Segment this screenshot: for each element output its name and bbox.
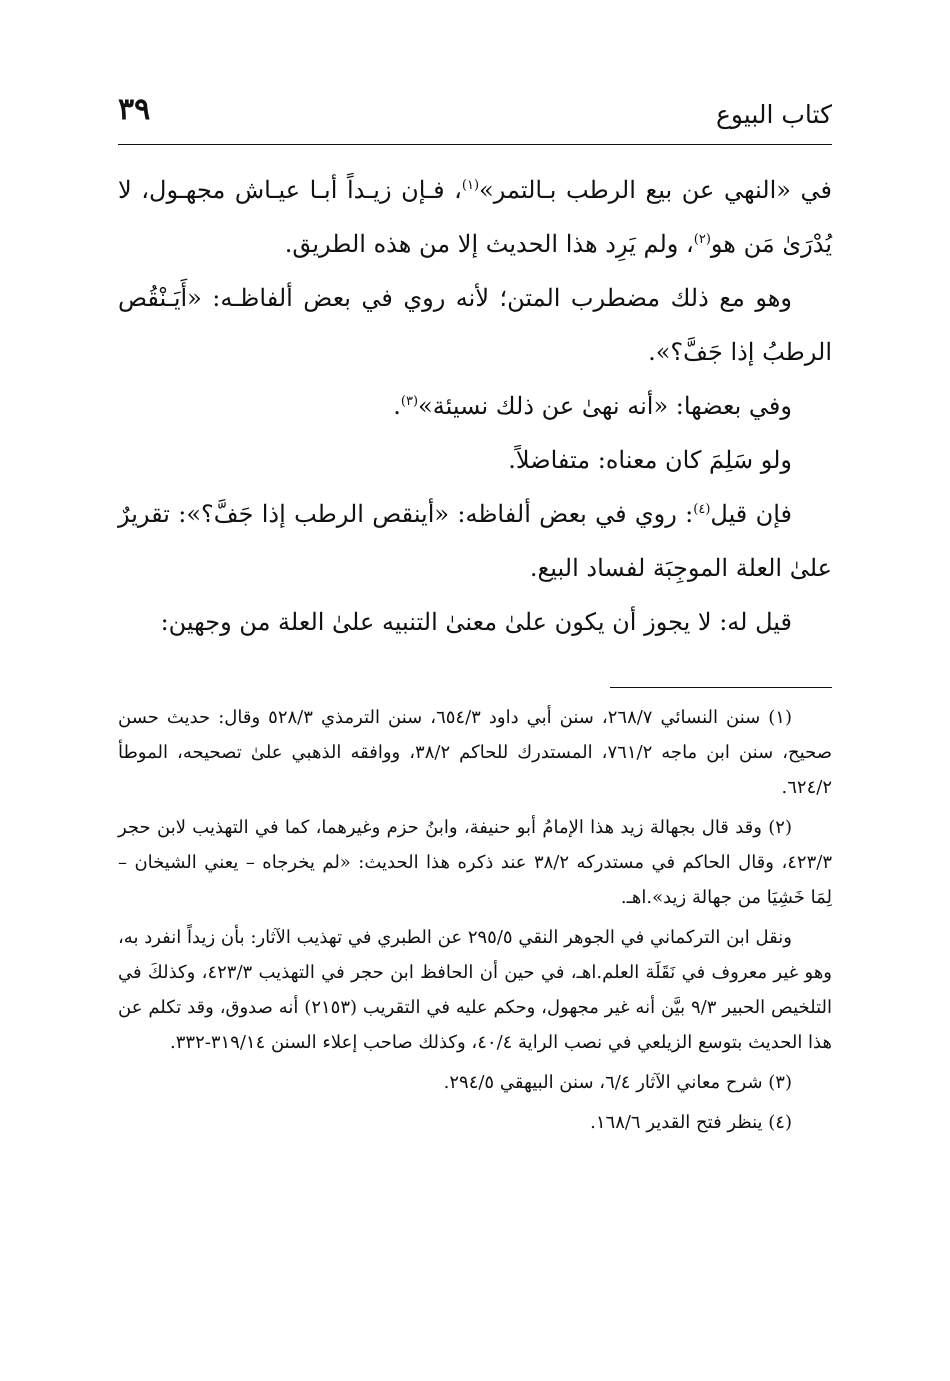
footnote-ref: (١) xyxy=(461,178,480,193)
page-number: ٣٩ xyxy=(118,92,151,127)
footnote-ref: (٤) xyxy=(693,502,711,517)
book-page xyxy=(118,88,832,1145)
footnote-ref: (٢) xyxy=(693,232,711,247)
main-text xyxy=(118,163,832,649)
paragraph: وفي بعضها: «أنه نهىٰ عن ذلك نسيئة»$^{(٣)}$. xyxy=(393,392,792,420)
running-title: كتاب البيوع xyxy=(715,100,832,129)
footnote-ref: (٣) xyxy=(400,394,419,409)
paragraph: قيل له: لا يجوز أن يكون علىٰ معنىٰ التنبيه علىٰ العلة من وجهين: xyxy=(160,608,792,636)
footnote: (١) سنن النسائي ٢٦٨/٧، سنن أبي داود ٦٥٤/٣، سنن الترمذي ٥٢٨/٣ وقال: حديث حسن صحيح، سنن ابن ماجه ٧٦١/٢، المستدرك للحاكم ٣٨/٢، ووافقه الذهبي علىٰ تصحيحه، الموطأ ٦٢٤/٢. xyxy=(118,707,832,798)
paragraph: ولو سَلِمَ كان معناه: متفاضلاً. xyxy=(508,446,792,474)
paragraph: في «النهي عن بيع الرطب بـالتمر»$^{(١)}$، فـإن زيـداً أبـا عيـاش مجهـول، لا يُدْرَىٰ مَن هو$^{(٢)}$، ولم يَرِد هذا الحديث إلا من هذه الطريق. xyxy=(118,176,832,258)
page-header xyxy=(118,88,832,145)
paragraph: وهو مع ذلك مضطرب المتن؛ لأنه روي في بعض ألفاظـه: «أَيَـنْقُص الرطبُ إذا جَفَّ؟». xyxy=(118,284,832,366)
footnote: (٢) وقد قال بجهالة زيد هذا الإمامُ أبو حنيفة، وابنُ حزم وغيرهما، كما في التهذيب لابن حجر ٤٢٣/٣، وقال الحاكم في مستدركه ٣٨/٢ عند ذكره هذا الحديث: «لم يخرجاه – يعني الشيخان – لِمَا خَشِيَا من جهالة زيد».اهـ. xyxy=(118,817,833,908)
footnote: ونقل ابن التركماني في الجوهر النقي ٢٩٥/٥ عن الطبري في تهذيب الآثار: بأن زيداً انفرد به، وهو غير معروف في نَقَلَة العلم.اهـ، في حين أن الحافظ ابن حجر في التهذيب ٤٢٣/٣، وكذلكَ في التلخيص الحبير ٩/٣ بيَّن أنه غير مجهول، وحكم عليه في التقريب (٢١٥٣) أنه صدوق، وقد تكلم عن هذا الحديث بتوسع الزيلعي في نصب الراية ٤٠/٤، وكذلك صاحب إعلاء السنن ٣١٩/١٤-٣٣٢. xyxy=(118,927,833,1053)
footnote: (٤) ينظر فتح القدير ١٦٨/٦. xyxy=(590,1112,792,1133)
footnote-separator xyxy=(610,687,832,688)
footnotes xyxy=(118,700,832,1140)
footnote: (٣) شرح معاني الآثار ٦/٤، سنن البيهقي ٢٩٤/٥. xyxy=(443,1072,792,1093)
paragraph: فإن قيل$^{(٤)}$: روي في بعض ألفاظه: «أينقص الرطب إذا جَفَّ؟»: تقريرٌ علىٰ العلة الموجِبَة لفساد البيع. xyxy=(118,500,832,582)
